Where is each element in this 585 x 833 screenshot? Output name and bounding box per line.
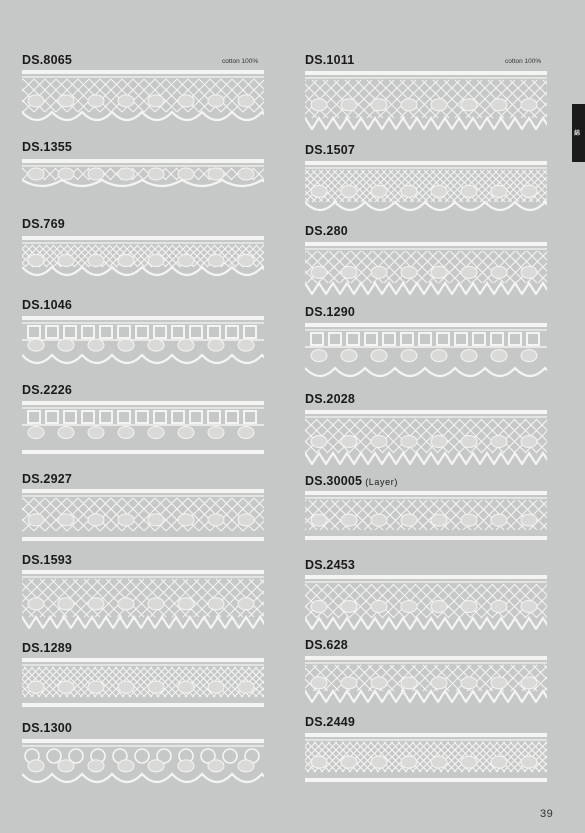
product-code: DS.1300 bbox=[22, 721, 73, 735]
section-tab-label: 綿 bbox=[574, 131, 581, 137]
lace-swatch bbox=[305, 655, 547, 703]
lace-pattern bbox=[22, 488, 264, 543]
product-code: DS.2927 bbox=[22, 472, 73, 486]
product-code: DS.1593 bbox=[22, 553, 73, 567]
lace-swatch bbox=[305, 732, 547, 784]
product-code: DS.8065 bbox=[22, 53, 73, 67]
lace-pattern bbox=[22, 569, 264, 629]
product-code bbox=[305, 474, 398, 488]
product-code: DS.1355 bbox=[22, 140, 73, 154]
lace-pattern bbox=[305, 160, 547, 214]
product-code: DS.2449 bbox=[305, 715, 356, 729]
lace-pattern bbox=[22, 315, 264, 367]
lace-pattern bbox=[305, 70, 547, 130]
lace-pattern bbox=[305, 322, 547, 380]
lace-pattern bbox=[22, 738, 264, 786]
lace-pattern bbox=[305, 732, 547, 784]
lace-swatch bbox=[22, 158, 264, 192]
product-code: DS.628 bbox=[305, 638, 348, 652]
product-code: DS.769 bbox=[22, 217, 65, 231]
lace-swatch bbox=[305, 322, 547, 380]
lace-pattern bbox=[22, 158, 264, 192]
lace-pattern bbox=[305, 409, 547, 465]
lace-swatch bbox=[22, 488, 264, 543]
lace-swatch bbox=[305, 409, 547, 465]
product-code: DS.1289 bbox=[22, 641, 73, 655]
lace-swatch bbox=[22, 738, 264, 786]
lace-pattern bbox=[305, 241, 547, 295]
lace-swatch bbox=[22, 315, 264, 367]
material-label: cotton 100% bbox=[222, 58, 259, 65]
lace-swatch bbox=[22, 69, 264, 124]
lace-pattern bbox=[305, 490, 547, 542]
lace-pattern bbox=[22, 400, 264, 456]
product-code: DS.1011 bbox=[305, 53, 355, 67]
product-code: DS.2028 bbox=[305, 392, 356, 406]
lace-pattern bbox=[22, 235, 264, 279]
section-tab bbox=[572, 104, 585, 162]
lace-swatch bbox=[22, 569, 264, 629]
lace-pattern bbox=[22, 69, 264, 124]
lace-swatch bbox=[305, 574, 547, 630]
product-code: DS.1507 bbox=[305, 143, 356, 157]
product-code: DS.2453 bbox=[305, 558, 356, 572]
lace-swatch bbox=[305, 241, 547, 295]
product-code: DS.2226 bbox=[22, 383, 73, 397]
lace-swatch bbox=[305, 70, 547, 130]
lace-swatch bbox=[22, 235, 264, 279]
lace-swatch bbox=[305, 160, 547, 214]
product-code-suffix: (Layer) bbox=[365, 477, 398, 487]
lace-pattern bbox=[305, 655, 547, 703]
product-code-number: DS.30005 bbox=[305, 474, 363, 488]
page-number: 39 bbox=[540, 808, 554, 820]
lace-swatch bbox=[305, 490, 547, 542]
product-code: DS.280 bbox=[305, 224, 348, 238]
product-code: DS.1290 bbox=[305, 305, 356, 319]
lace-pattern bbox=[22, 657, 264, 709]
material-label: cotton 100% bbox=[505, 58, 542, 65]
lace-swatch bbox=[22, 657, 264, 709]
lace-pattern bbox=[305, 574, 547, 630]
lace-swatch bbox=[22, 400, 264, 456]
product-code: DS.1046 bbox=[22, 298, 73, 312]
